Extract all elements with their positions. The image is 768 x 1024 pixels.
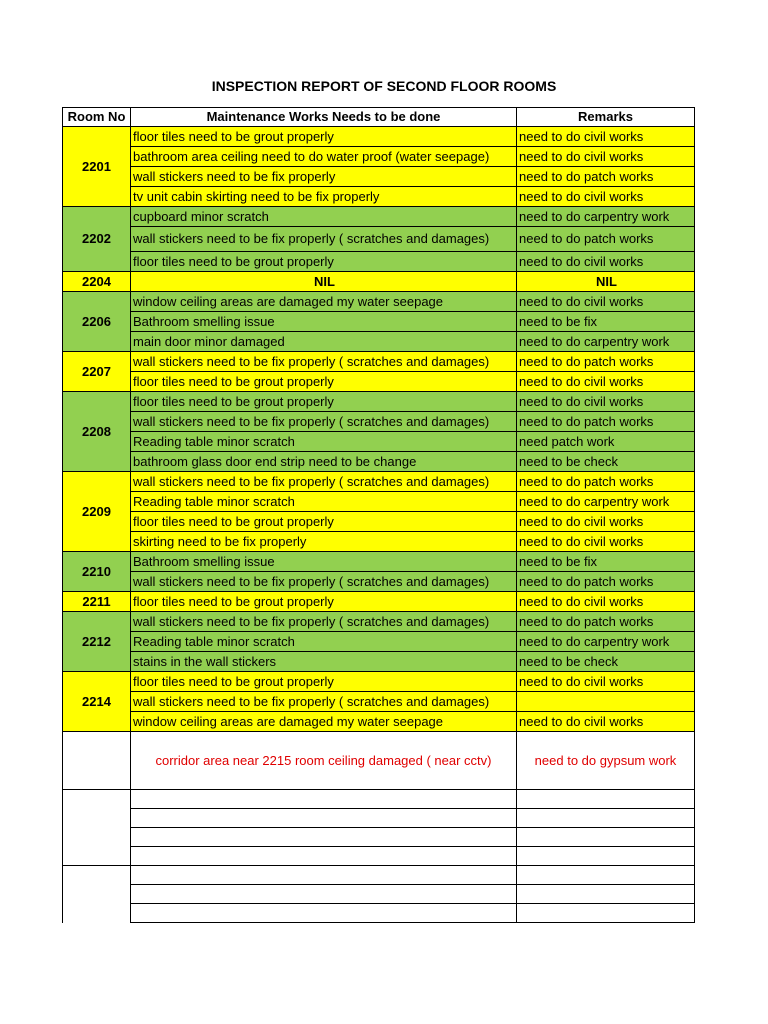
remark-cell: need to do patch works [517,227,695,252]
header-row [63,108,695,127]
empty-row [63,790,695,809]
table-row [63,492,695,512]
remark-cell: need to do civil works [517,532,695,552]
table-row [63,712,695,732]
work-cell: bathroom area ceiling need to do water proof (water seepage) [131,147,517,167]
remark-cell: need to do carpentry work [517,492,695,512]
remark-cell: need to do civil works [517,392,695,412]
work-cell: tv unit cabin skirting need to be fix properly [131,187,517,207]
empty-row [63,847,695,866]
remark-cell: need to be fix [517,552,695,572]
work-cell: Bathroom smelling issue [131,552,517,572]
corridor-row [63,732,695,790]
room-number-cell: 2204 [63,272,131,292]
empty-remark-cell [517,885,695,904]
table-row [63,372,695,392]
work-cell: wall stickers need to be fix properly ( scratches and damages) [131,472,517,492]
room-number-cell: 2210 [63,552,131,592]
empty-remark-cell [517,790,695,809]
table-row [63,652,695,672]
room-number-cell: 2208 [63,392,131,472]
empty-work-cell [131,885,517,904]
table-row [63,272,695,292]
work-cell: wall stickers need to be fix properly [131,167,517,187]
room-number-cell: 2206 [63,292,131,352]
table-row [63,592,695,612]
room-number-cell: 2212 [63,612,131,672]
empty-work-cell [131,809,517,828]
empty-work-cell [131,828,517,847]
remark-cell: need to do patch works [517,472,695,492]
table-row [63,572,695,592]
work-cell: floor tiles need to be grout properly [131,392,517,412]
room-number-cell: 2201 [63,127,131,207]
empty-remark-cell [517,866,695,885]
room-number-cell: 2214 [63,672,131,732]
empty-room-cell [63,790,131,866]
empty-row [63,885,695,904]
remark-cell: need to be check [517,452,695,472]
work-cell: wall stickers need to be fix properly ( scratches and damages) [131,572,517,592]
work-cell: Bathroom smelling issue [131,312,517,332]
table-row [63,452,695,472]
table-row [63,207,695,227]
table-row [63,412,695,432]
table-row [63,472,695,492]
corridor-room-cell [63,732,131,790]
remark-cell: need to do civil works [517,592,695,612]
empty-row [63,809,695,828]
remark-cell: need patch work [517,432,695,452]
remark-cell: need to do civil works [517,127,695,147]
work-cell: bathroom glass door end strip need to be change [131,452,517,472]
table-row [63,292,695,312]
corridor-work-cell: corridor area near 2215 room ceiling damaged ( near cctv) [131,732,517,790]
table-row [63,512,695,532]
table-row [63,612,695,632]
work-cell: wall stickers need to be fix properly ( scratches and damages) [131,227,517,252]
table-row [63,312,695,332]
work-cell: wall stickers need to be fix properly ( scratches and damages) [131,692,517,712]
remark-cell: need to do civil works [517,372,695,392]
empty-remark-cell [517,847,695,866]
corridor-remark-cell: need to do gypsum work [517,732,695,790]
work-cell: floor tiles need to be grout properly [131,592,517,612]
empty-remark-cell [517,904,695,923]
table-row [63,432,695,452]
table-row [63,552,695,572]
remark-cell: need to do carpentry work [517,207,695,227]
work-cell: NIL [131,272,517,292]
work-cell: cupboard minor scratch [131,207,517,227]
room-number-cell: 2209 [63,472,131,552]
remark-cell: need to do civil works [517,147,695,167]
table-row [63,392,695,412]
work-cell: wall stickers need to be fix properly ( scratches and damages) [131,612,517,632]
work-cell: floor tiles need to be grout properly [131,672,517,692]
header-maintenance-works: Maintenance Works Needs to be done [131,108,517,127]
remark-cell: need to do carpentry work [517,632,695,652]
table-row [63,127,695,147]
work-cell: wall stickers need to be fix properly ( scratches and damages) [131,412,517,432]
remark-cell: need to do civil works [517,187,695,207]
remark-cell: need to do carpentry work [517,332,695,352]
table-row [63,187,695,207]
work-cell: wall stickers need to be fix properly ( scratches and damages) [131,352,517,372]
table-row [63,167,695,187]
remark-cell: need to be check [517,652,695,672]
header-remarks: Remarks [517,108,695,127]
work-cell: window ceiling areas are damaged my water seepage [131,712,517,732]
work-cell: floor tiles need to be grout properly [131,512,517,532]
work-cell: skirting need to be fix properly [131,532,517,552]
work-cell: window ceiling areas are damaged my water seepage [131,292,517,312]
empty-remark-cell [517,828,695,847]
remark-cell: need to do civil works [517,712,695,732]
work-cell: Reading table minor scratch [131,632,517,652]
work-cell: floor tiles need to be grout properly [131,127,517,147]
remark-cell: need to do patch works [517,352,695,372]
table-row [63,672,695,692]
empty-work-cell [131,847,517,866]
remark-cell: need to do civil works [517,512,695,532]
empty-row [63,828,695,847]
work-cell: main door minor damaged [131,332,517,352]
work-cell: floor tiles need to be grout properly [131,252,517,272]
empty-work-cell [131,790,517,809]
inspection-table [62,107,695,923]
remark-cell: need to be fix [517,312,695,332]
remark-cell: need to do civil works [517,252,695,272]
table-row [63,227,695,252]
report-body [63,127,695,923]
remark-cell: need to do patch works [517,167,695,187]
empty-row [63,904,695,923]
empty-row [63,866,695,885]
remark-cell [517,692,695,712]
empty-work-cell [131,904,517,923]
remark-cell: need to do civil works [517,672,695,692]
work-cell: floor tiles need to be grout properly [131,372,517,392]
remark-cell: need to do patch works [517,412,695,432]
empty-remark-cell [517,809,695,828]
work-cell: stains in the wall stickers [131,652,517,672]
table-row [63,332,695,352]
room-number-cell: 2207 [63,352,131,392]
empty-room-cell [63,866,131,923]
work-cell: Reading table minor scratch [131,432,517,452]
room-number-cell: 2211 [63,592,131,612]
table-row [63,147,695,167]
table-row [63,352,695,372]
remark-cell: need to do patch works [517,612,695,632]
remark-cell: need to do patch works [517,572,695,592]
table-row [63,252,695,272]
table-row [63,532,695,552]
report-title: INSPECTION REPORT OF SECOND FLOOR ROOMS [211,78,557,94]
empty-work-cell [131,866,517,885]
table-row [63,632,695,652]
header-room-no: Room No [63,108,131,127]
room-number-cell: 2202 [63,207,131,272]
work-cell: Reading table minor scratch [131,492,517,512]
remark-cell: need to do civil works [517,292,695,312]
table-row [63,692,695,712]
remark-cell: NIL [517,272,695,292]
